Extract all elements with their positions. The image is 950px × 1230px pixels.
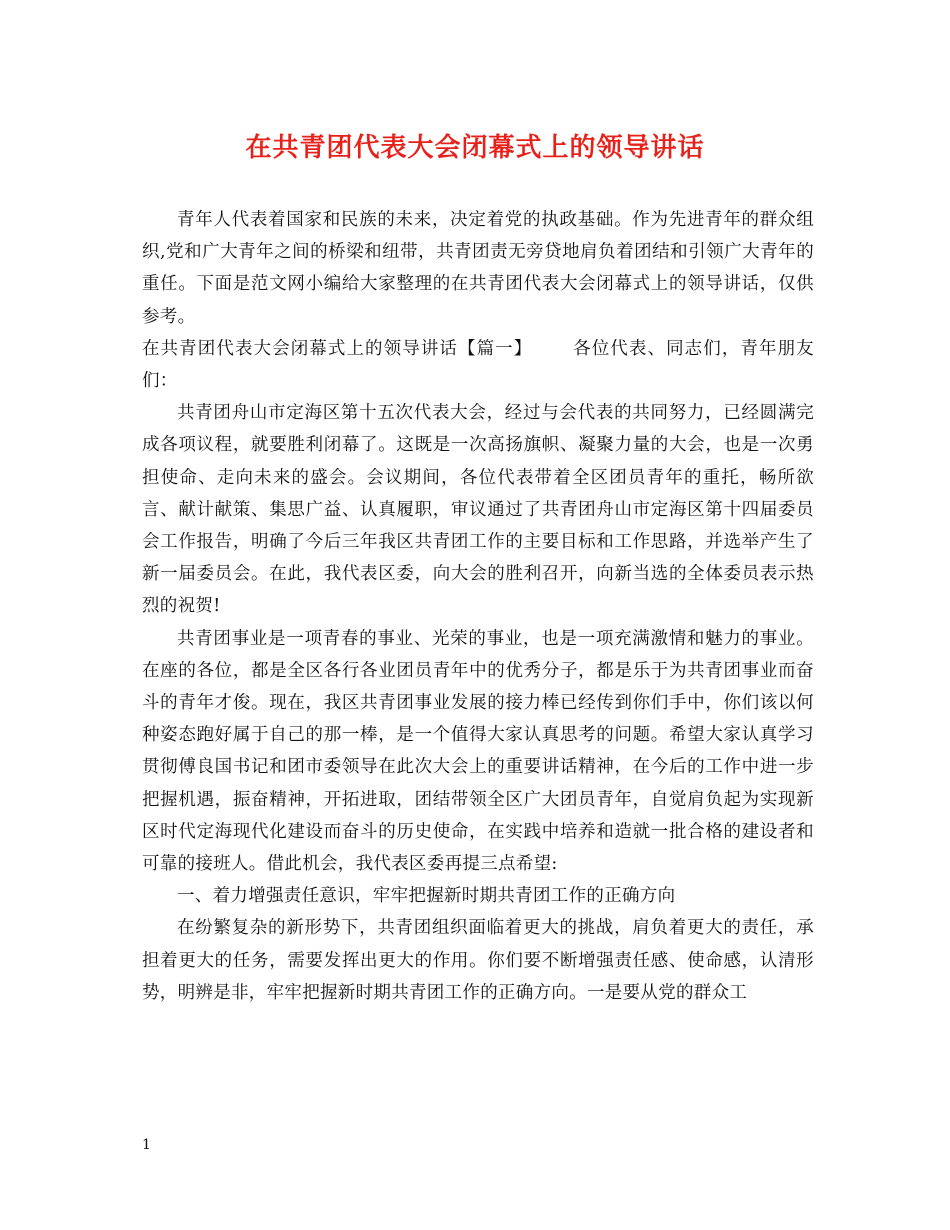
body-paragraph-1: 共青团舟山市定海区第十五次代表大会，经过与会代表的共同努力，已经圆满完成各项议程，就要胜利闭幕了。这既是一次高扬旗帜、凝聚力量的大会，也是一次勇担使命、走向未来的盛会。会议期间，各位代表带着全区团员青年的重托，畅所欲言、献计献策、集思广益、认真履职，审议通过了共青团舟山市定海区第十四届委员会工作报告，明确了今后三年我区共青团工作的主要目标和工作思路，并选举产生了新一届委员会。在此，我代表区委，向大会的胜利召开，向新当选的全体委员表示热烈的祝贺! — [142, 403, 814, 617]
page-number: 1 — [142, 1137, 151, 1153]
intro-paragraph: 青年人代表着国家和民族的未来，决定着党的执政基础。作为先进青年的群众组织,党和广大青年之间的桥梁和纽带，共青团责无旁贷地肩负着团结和引领广大青年的重任。下面是范文网小编给大家整理的在共青团代表大会闭幕式上的领导讲话，仅供参考。 — [142, 210, 814, 327]
section-point-1: 一、着力增强责任意识，牢牢把握新时期共青团工作的正确方向 — [177, 886, 676, 907]
salutation: 各位代表、同志们，青年朋友们： — [142, 338, 814, 392]
section-heading: 在共青团代表大会闭幕式上的领导讲话【篇一】 — [142, 338, 533, 359]
body-paragraph-2: 共青团事业是一项青春的事业、光荣的事业，也是一项充满激情和魅力的事业。在座的各位，都是全区各行各业团员青年中的优秀分子，都是乐于为共青团事业而奋斗的青年才俊。现在，我区共青团事业发展的接力棒已经传到你们手中，你们该以何种姿态跑好属于自己的那一棒，是一个值得大家认真思考的问题。希望大家认真学习贯彻傅良国书记和团市委领导在此次大会上的重要讲话精神，在今后的工作中进一步把握机遇，振奋精神，开拓进取，团结带领全区广大团员青年，自觉肩负起为实现新区时代定海现代化建设而奋斗的历史使命，在实践中培养和造就一批合格的建设者和可靠的接班人。借此机会，我代表区委再提三点希望: — [142, 628, 814, 875]
document-body — [142, 204, 814, 1009]
body-paragraph-3: 在纷繁复杂的新形势下，共青团组织面临着更大的挑战，肩负着更大的责任，承担着更大的任务，需要发挥出更大的作用。你们要不断增强责任感、使命感，认清形势，明辨是非，牢牢把握新时期共青团工作的正确方向。一是要从党的群众工 — [142, 918, 814, 1003]
section-heading-line — [142, 333, 814, 397]
document-title: 在共青团代表大会闭幕式上的领导讲话 — [245, 133, 705, 163]
